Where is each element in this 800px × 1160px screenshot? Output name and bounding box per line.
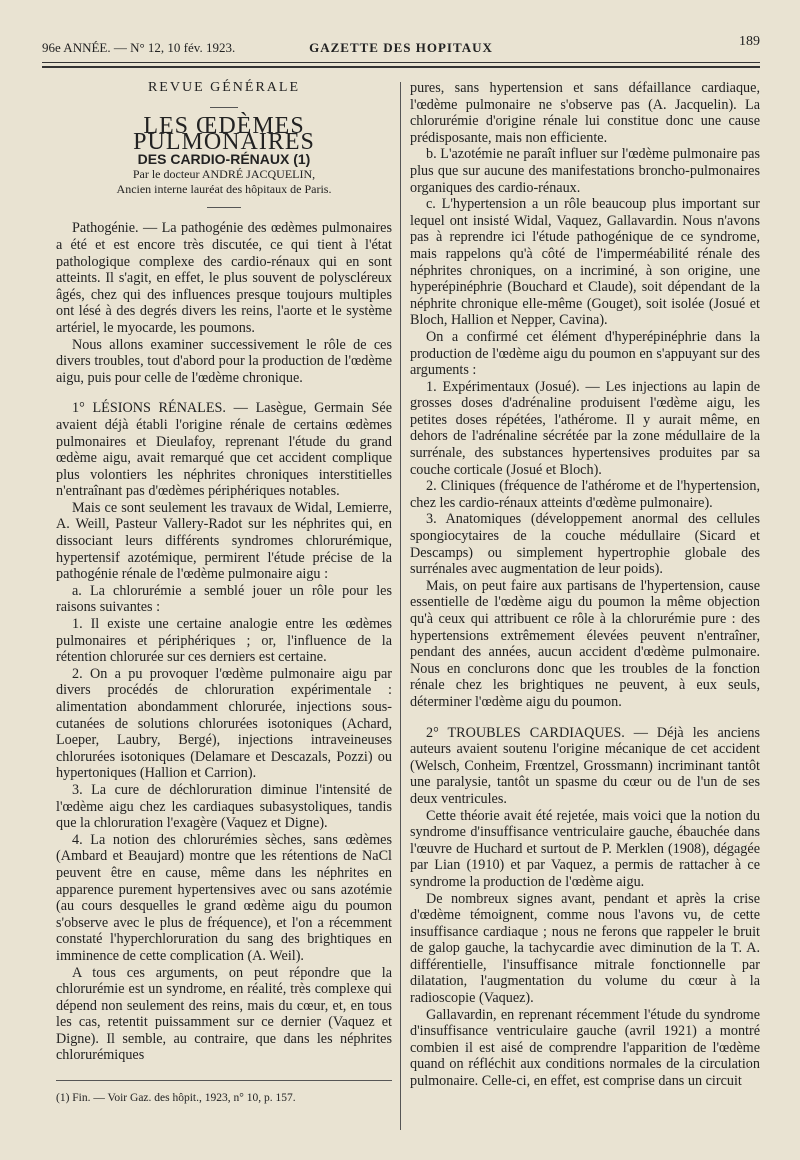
paragraph: b. L'azotémie ne paraît influer sur l'œdème pulmonaire pas plus que sur aucune des manifestations broncho-pulmonaires organiques des cardio-rénaux. bbox=[410, 146, 760, 196]
paragraph: On a confirmé cet élément d'hyperépinéphrie dans la production de l'œdème aigu du poumon en s'appuyant sur des arguments : bbox=[410, 328, 760, 379]
paragraph: 4. La notion des chlorurémies sèches, sans œdèmes (Ambard et Beaujard) montre que les rétentions de NaCl peuvent être en cause, même dans les néphrites en apparence purement hypertensives avec ou sans azotémie (au cours desquelles le grand œdème aigu du poumon s'observe avec le plus de fréquence), et l'on a récemment constaté l'hyperchloruration du sang des brightiques en imminence de cette complication (A. Weil). bbox=[56, 831, 392, 964]
author-line: Par le docteur ANDRÉ JACQUELIN, bbox=[132, 167, 316, 182]
author-title: Ancien interne lauréat des hôpitaux de Paris. bbox=[116, 182, 332, 197]
header-rule-thick bbox=[42, 66, 760, 68]
article-title: LES ŒDÈMES PULMONAIRES bbox=[133, 112, 315, 156]
paragraph: 2° TROUBLES CARDIAQUES. — Déjà les anciens auteurs avaient soutenu l'origine mécanique de cet accident (Welsch, Conheim, Frœntzel, Grossmann) incriminant tantôt une paralysie, tantôt un spasme du cœur ou de l'un de ses deux ventricules. bbox=[410, 724, 760, 807]
section-separator bbox=[210, 107, 238, 108]
paragraph: a. La chlorurémie a semblé jouer un rôle pour les raisons suivantes : bbox=[56, 582, 392, 616]
paragraph: 1° LÉSIONS RÉNALES. — Lasègue, Germain Sée avaient déjà établi l'origine rénale de certains œdèmes pulmonaires et Dieulafoy, reprenant l'étude du grand œdème aigu, avait remarqué que cet accident complique plus volontiers les néphrites chroniques interstitielles n'entraînant pas d'œdèmes périphériques notables. bbox=[56, 400, 392, 500]
footnote: (1) Fin. — Voir Gaz. des hôpit., 1923, n° 10, p. 157. bbox=[56, 1092, 296, 1104]
section-heading: REVUE GÉNÉRALE bbox=[147, 80, 301, 95]
paragraph: 2. On a pu provoquer l'œdème pulmonaire aigu par divers procédés de chloruration expérimentale : alimentation abondamment chlorurée, injections sous-cutanées de solutions chlorurées isotoniques (Achard, Loeper, Laubry, Bergé), injections intraveineuses chlorurées isotoniques (Delamare et Descazals, Pozzi) ou hypertoniques (Hallion et Carrion). bbox=[56, 665, 392, 782]
right-column bbox=[410, 80, 760, 1090]
journal-name: GAZETTE DES HOPITAUX bbox=[309, 40, 493, 55]
paragraph: 3. Anatomiques (développement anormal des cellules spongiocytaires de la couche médullaire (Sicard et Descamps) ou simplement hypertrophie globale des surrénales avec augmentation de leur poids). bbox=[410, 511, 760, 578]
paragraph: pures, sans hypertension et sans défaillance cardiaque, l'œdème pulmonaire ne s'observe pas (A. Jacquelin). La chlorurémie d'origine rénale lui constitue donc une cause prédisposante, mais non efficiente. bbox=[410, 80, 760, 146]
running-header bbox=[42, 28, 760, 58]
paragraph: Cette théorie avait été rejetée, mais voici que la notion du syndrome d'insuffisance ventriculaire gauche, ébauchée dans l'œuvre de Huchard et surtout de P. Merklen (1908), dégagée par Lian (1910) et par Vaquez, a permis de rattacher à ce syndrome la production de l'œdème aigu. bbox=[410, 807, 760, 890]
left-column bbox=[56, 80, 392, 1064]
paragraph: Pathogénie. — La pathogénie des œdèmes pulmonaires a été et est encore très discutée, ce qui tient à l'état pathologique complexe des cardio-rénaux qui en sont atteints. Il s'agit, en effet, le plus souvent de polyscléreux âgés, chez qui des influences presque toujours multiples ont lésé à des degrés divers les reins, l'aorte et le système artériel, le myocarde, les poumons. bbox=[56, 220, 392, 336]
paragraph: 3. La cure de déchloruration diminue l'intensité de l'œdème aigu chez les cardiaques subasystoliques, tandis que la chloruration l'exagère (Vaquez et Digne). bbox=[56, 781, 392, 832]
paragraph: A tous ces arguments, on peut répondre que la chlorurémie est un syndrome, en réalité, très complexe qui dépend non seulement des reins, mais du cœur, et, en tous les cas, retentit puissamment sur ce dernier (Vaquez et Digne). Il semble, au contraire, que dans les néphrites chlorurémiques bbox=[56, 964, 392, 1064]
author-separator bbox=[207, 207, 241, 208]
paragraph: 1. Expérimentaux (Josué). — Les injections au lapin de grosses doses d'adrénaline produisent l'œdème aigu, les petites doses répétées, l'athérome. Il y aurait même, en dehors de l'adrénaline sécrétée par la zone médullaire de la surrénale, des substances hypertensives produites par sa couche corticale (Josué et Bloch). bbox=[410, 378, 760, 478]
footnote-rule bbox=[56, 1080, 392, 1081]
paragraph: Mais, on peut faire aux partisans de l'hypertension, cause essentielle de l'œdème aigu du poumon la même objection qu'à ceux qui attribuent ce rôle à la chlorurémie pure : des hypertensions extrêmement élevées peuvent n'entraîner, pendant des années, aucun accident d'œdème pulmonaire. Nous en conclurons donc que les troubles de la fonction rénale chez les brightiques ne peuvent, à eux seuls, déterminer l'œdème aigu du poumon. bbox=[410, 577, 760, 710]
paragraph: De nombreux signes avant, pendant et après la crise d'œdème témoignent, comme nous l'avons vu, de cette insuffisance cardiaque ; nous ne ferons que rappeler le bruit de galop gauche, la tachycardie avec diminution de la T. A. différentielle, l'insuffisance mitrale fonctionnelle par dilatation, l'augmentation du volume du cœur à la radioscopie (Vaquez). bbox=[410, 890, 760, 1007]
paragraph: Gallavardin, en reprenant récemment l'étude du syndrome d'insuffisance ventriculaire gauche (avril 1921) a montré combien il est aisé de comprendre l'apparition de l'œdème quand on réfléchit aux conditions normales de la circulation pulmonaire. Celle-ci, en effet, est comprise dans un circuit bbox=[410, 1006, 760, 1090]
column-divider bbox=[400, 82, 401, 1130]
paragraph: Mais ce sont seulement les travaux de Widal, Lemierre, A. Weill, Pasteur Vallery-Radot sur les néphrites qui, en dissociant leurs différents syndromes chlorurémique, hypertensif azotémique, permirent l'étude précise de la pathogénie rénale de l'œdème pulmonaire aigu : bbox=[56, 499, 392, 583]
article-subtitle: DES CARDIO-RÉNAUX (1) bbox=[137, 150, 311, 167]
paragraph: 2. Cliniques (fréquence de l'athérome et de l'hypertension, chez les cardio-rénaux atteints d'œdème pulmonaire). bbox=[410, 478, 760, 511]
paragraph: Nous allons examiner successivement le rôle de ces divers troubles, tout d'abord pour la production de l'œdème aigu, puis pour celle de l'œdème chronique. bbox=[56, 336, 392, 386]
issue-info: 96e ANNÉE. — N° 12, 10 fév. 1923. bbox=[42, 40, 236, 55]
page-number: 189 bbox=[739, 34, 760, 49]
header-rule bbox=[42, 62, 760, 63]
paragraph: c. L'hypertension a un rôle beaucoup plus important sur lequel ont insisté Widal, Vaquez, Gallavardin. Nous n'avons pas à reprendre ici l'étude pathogénique de ce syndrome, mais rappelons qu'à côté de l'imperméabilité rénale des néphrites chroniques, on a incriminé, à son origine, une hyperépinéphrie (Bouchard et Claude), soit dépendant de la néphrite chronique elle-même (Gouget), soit isolée (Josué et Bloch, Hallion et Nepper, Cavina). bbox=[410, 196, 760, 329]
paragraph: 1. Il existe une certaine analogie entre les œdèmes pulmonaires et périphériques ; or, l'influence de la rétention chlorurée sur ces derniers est certaine. bbox=[56, 616, 392, 666]
